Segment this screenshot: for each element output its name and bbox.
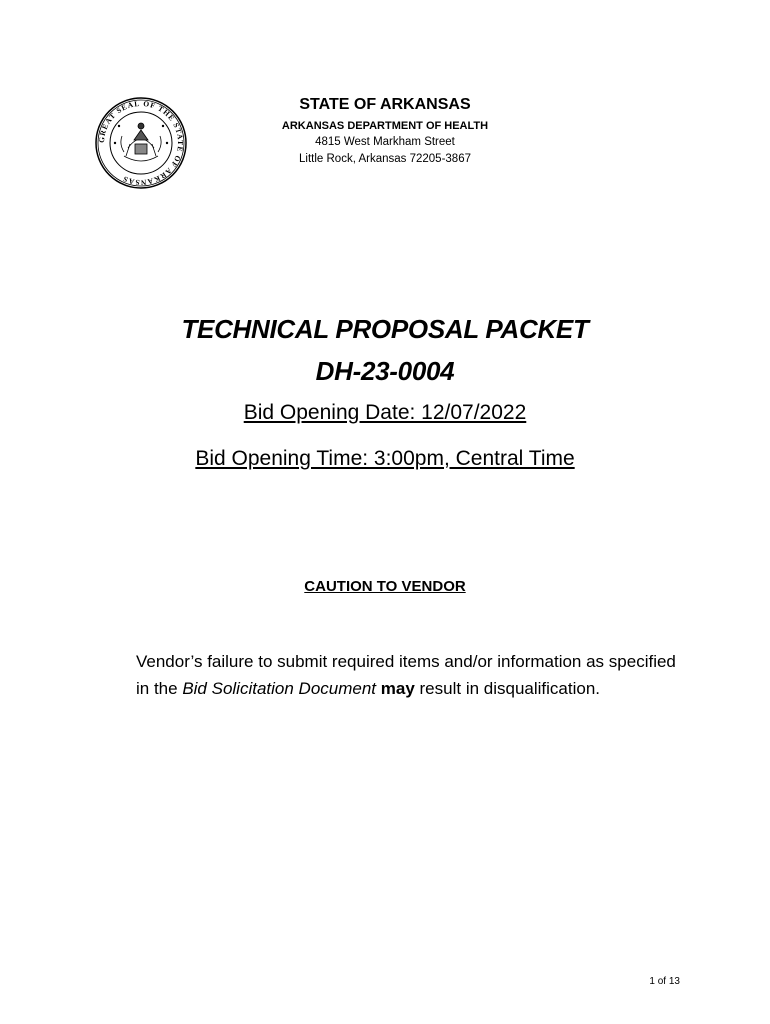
caution-text-before: Vendor’s failure to submit required items and/or information as specified in the xyxy=(136,652,676,698)
letterhead xyxy=(190,94,580,168)
document-title xyxy=(0,308,770,392)
bid-document-name: Bid Solicitation Document xyxy=(182,679,377,698)
caution-paragraph xyxy=(136,648,676,702)
address-street: 4815 West Markham Street xyxy=(315,136,455,148)
svg-text:GREAT SEAL OF THE STATE OF ARK: GREAT SEAL OF THE STATE OF ARKANSAS xyxy=(96,98,186,188)
department-name: ARKANSAS DEPARTMENT OF HEALTH xyxy=(281,120,489,132)
page-number: 1 of 13 xyxy=(649,976,680,987)
address-city: Little Rock, Arkansas 72205-3867 xyxy=(299,153,471,165)
title-line-1: TECHNICAL PROPOSAL PACKET xyxy=(181,314,589,344)
title-line-2: DH-23-0004 xyxy=(315,356,455,386)
bid-opening-time: Bid Opening Time: 3:00pm, Central Time xyxy=(195,447,575,470)
caution-heading: CAUTION TO VENDOR xyxy=(304,578,466,595)
caution-emphasis: may xyxy=(380,679,415,698)
bid-opening-date: Bid Opening Date: 12/07/2022 xyxy=(243,401,527,424)
state-name: STATE OF ARKANSAS xyxy=(299,96,471,113)
caution-text-after: result in disqualification. xyxy=(414,679,601,698)
state-seal-logo xyxy=(94,96,188,190)
